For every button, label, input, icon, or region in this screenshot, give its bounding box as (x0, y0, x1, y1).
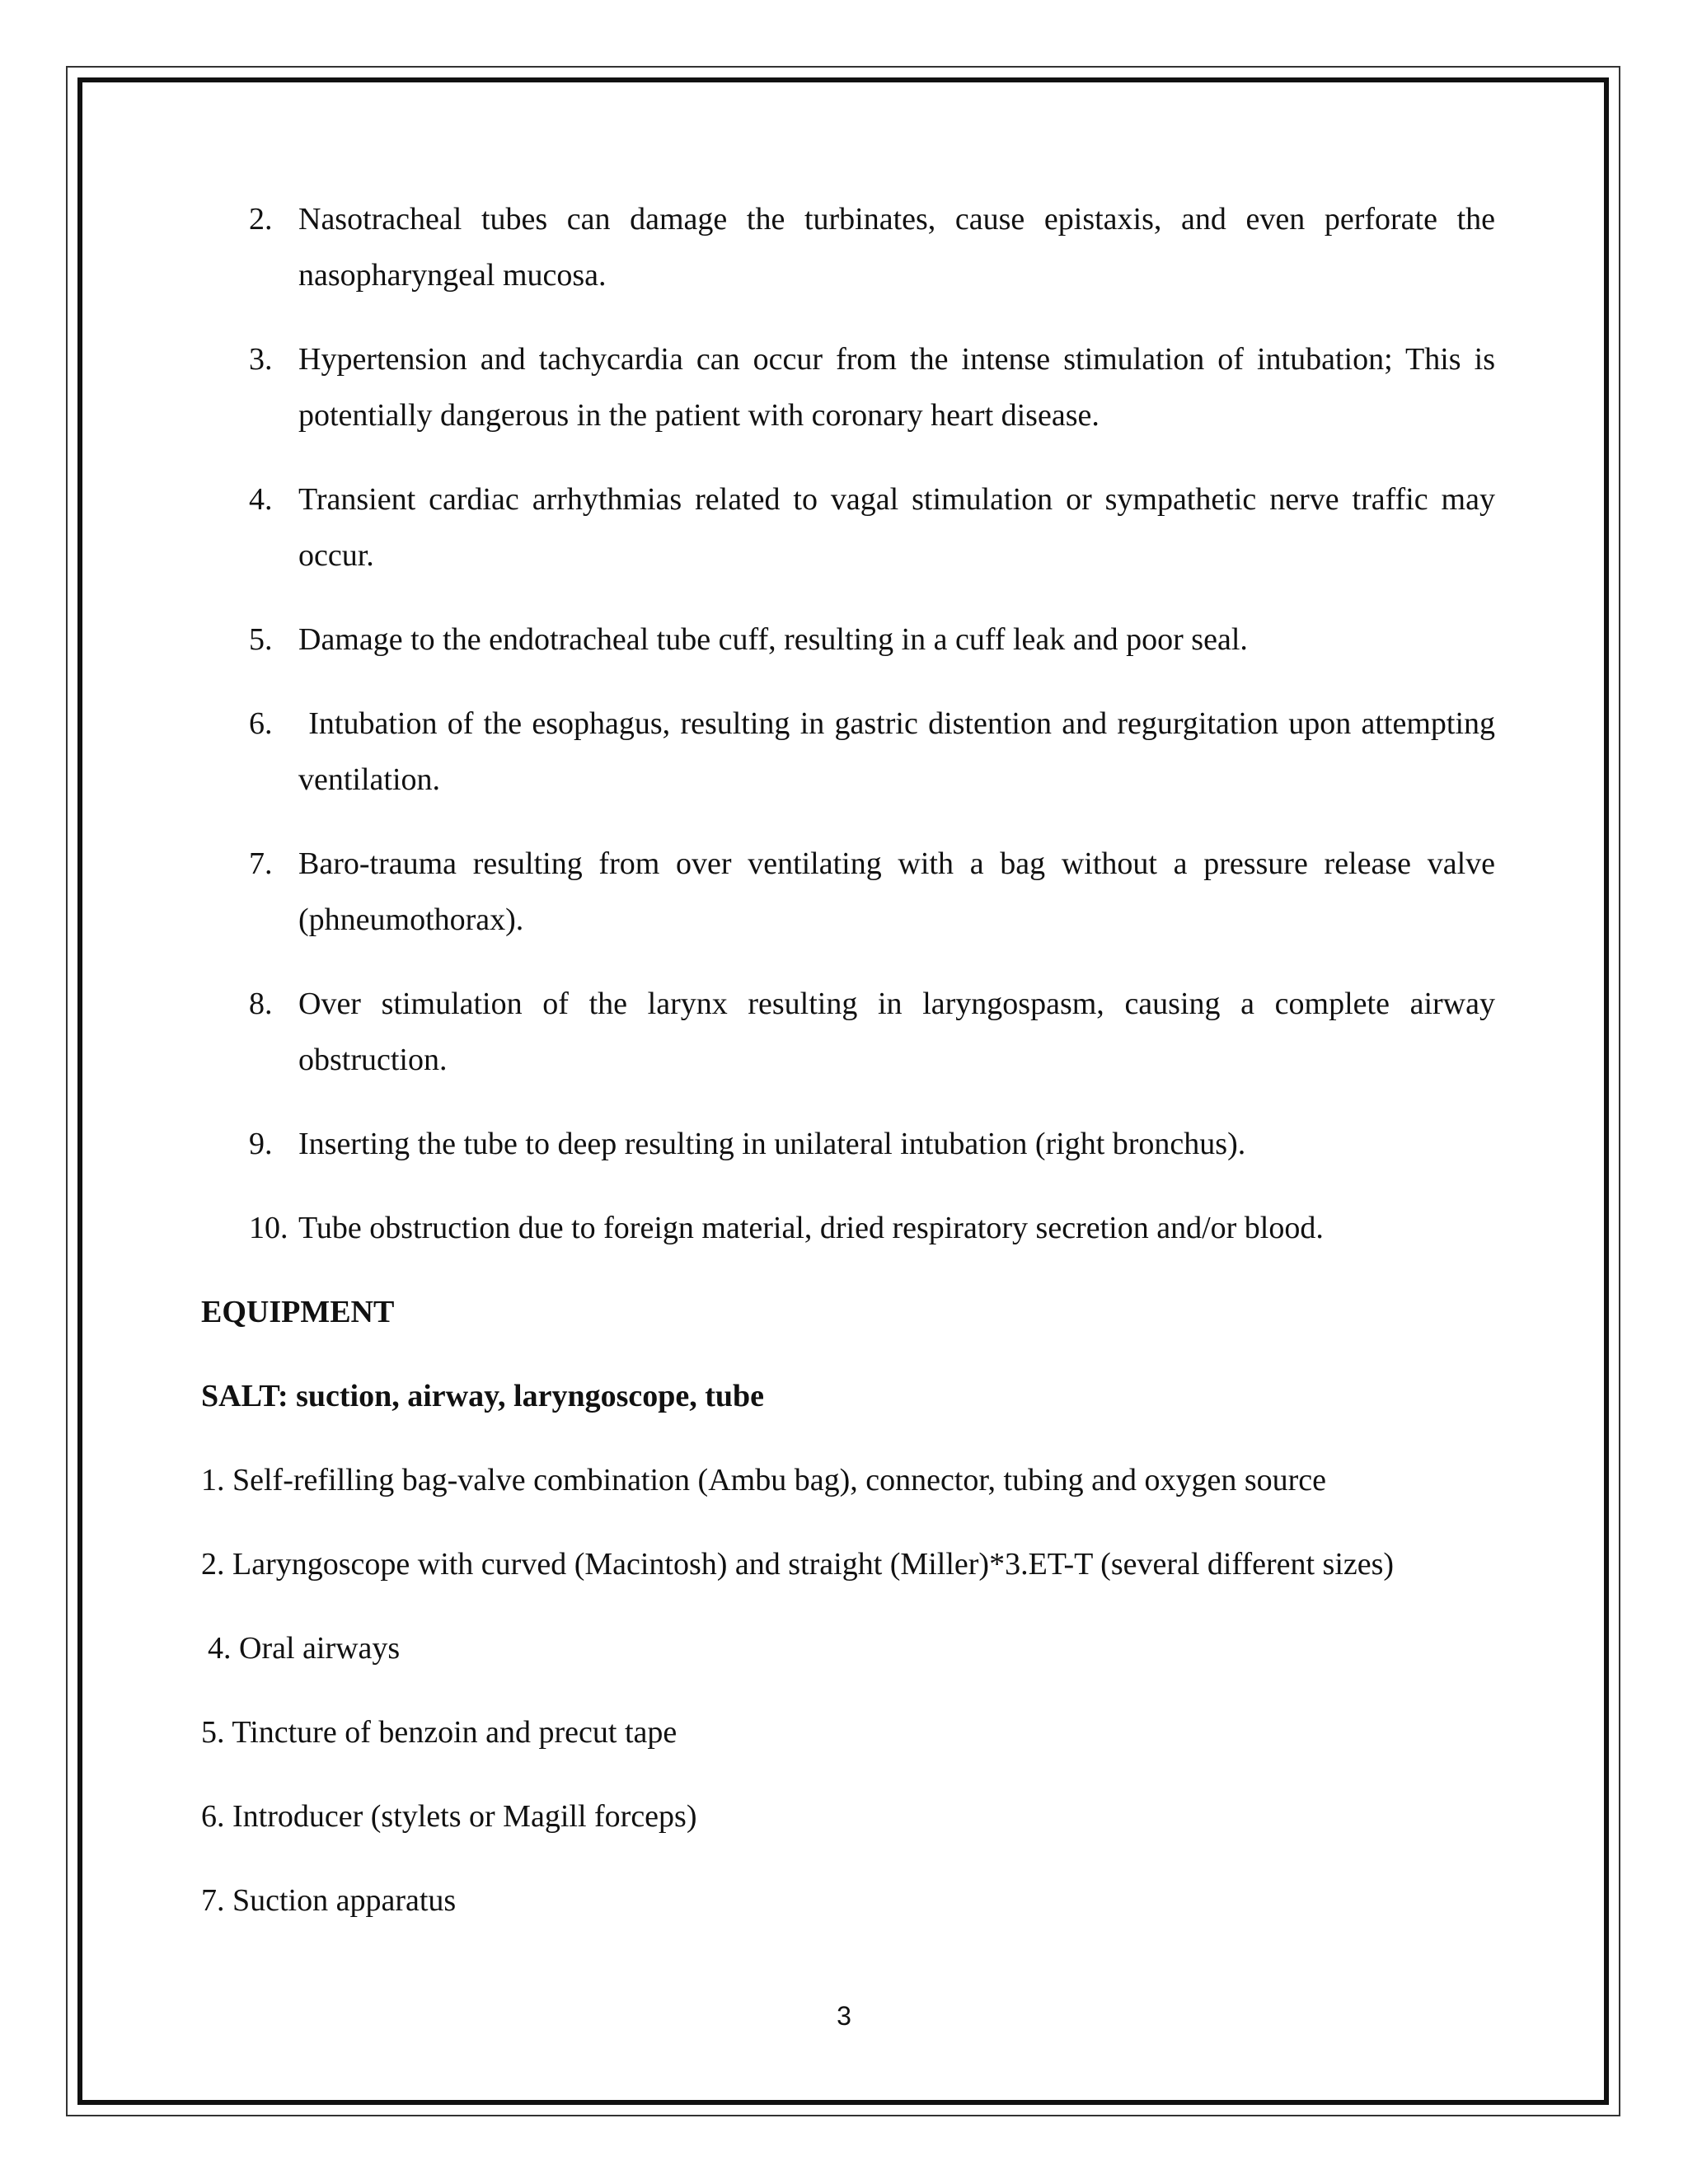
page-content (201, 191, 1503, 1957)
list-item (201, 1200, 1495, 1256)
list-item-text: Transient cardiac arrhythmias related to vagal stimulation or sympathetic nerve traffic may occur. (298, 482, 1495, 573)
list-item (201, 836, 1495, 948)
list-item-text: Tube obstruction due to foreign material, dried respiratory secretion and/or blood. (298, 1211, 1324, 1245)
list-item-text: Intubation of the esophagus, resulting in gastric distention and regurgitation upon attempting ventilation. (298, 706, 1503, 797)
list-item-text: Inserting the tube to deep resulting in unilateral intubation (right bronchus). (298, 1127, 1246, 1161)
list-item-text: Over stimulation of the larynx resulting in laryngospasm, causing a complete airway obstruction. (298, 987, 1495, 1077)
complications-list (201, 191, 1503, 1256)
page-number: 3 (837, 2001, 851, 2031)
list-item: 7. Suction apparatus (201, 1883, 457, 1918)
list-item-number: 7. (249, 846, 273, 881)
list-item-number: 4. (249, 482, 273, 517)
list-item (201, 471, 1495, 583)
list-item: 2. Laryngoscope with curved (Macintosh) and straight (Miller)*3.ET-T (several different sizes) (201, 1547, 1395, 1582)
list-item-text: Hypertension and tachycardia can occur from the intense stimulation of intubation; This is potentially dangerous in the patient with coronary heart disease. (298, 342, 1495, 433)
list-item-number: 2. (249, 202, 273, 237)
list-item: 6. Introducer (stylets or Magill forceps) (201, 1799, 697, 1834)
list-item-number: 8. (249, 987, 273, 1021)
equipment-subheading: SALT: suction, airway, laryngoscope, tube (201, 1379, 765, 1413)
list-item-number: 10. (249, 1211, 288, 1245)
list-item: 4. Oral airways (208, 1631, 401, 1666)
list-item-number: 6. (249, 706, 273, 741)
list-item (201, 976, 1495, 1088)
list-item-text: Baro-trauma resulting from over ventilating with a bag without a pressure release valve (phneumothorax). (298, 846, 1495, 937)
list-item (201, 612, 1495, 668)
list-item: 1. Self-refilling bag-valve combination (Ambu bag), connector, tubing and oxygen source (201, 1463, 1327, 1497)
list-item-number: 5. (249, 622, 273, 657)
list-item-text: Nasotracheal tubes can damage the turbinates, cause epistaxis, and even perforate the nasopharyngeal mucosa. (298, 202, 1495, 293)
list-item-number: 3. (249, 342, 273, 377)
equipment-list (201, 1452, 1495, 1929)
equipment-heading: EQUIPMENT (201, 1295, 395, 1329)
list-item (201, 331, 1495, 443)
list-item (201, 696, 1503, 808)
list-item-text: Damage to the endotracheal tube cuff, resulting in a cuff leak and poor seal. (298, 622, 1248, 657)
list-item-number: 9. (249, 1127, 273, 1161)
list-item: 5. Tincture of benzoin and precut tape (201, 1715, 678, 1750)
list-item (201, 1116, 1495, 1172)
list-item (201, 191, 1495, 303)
